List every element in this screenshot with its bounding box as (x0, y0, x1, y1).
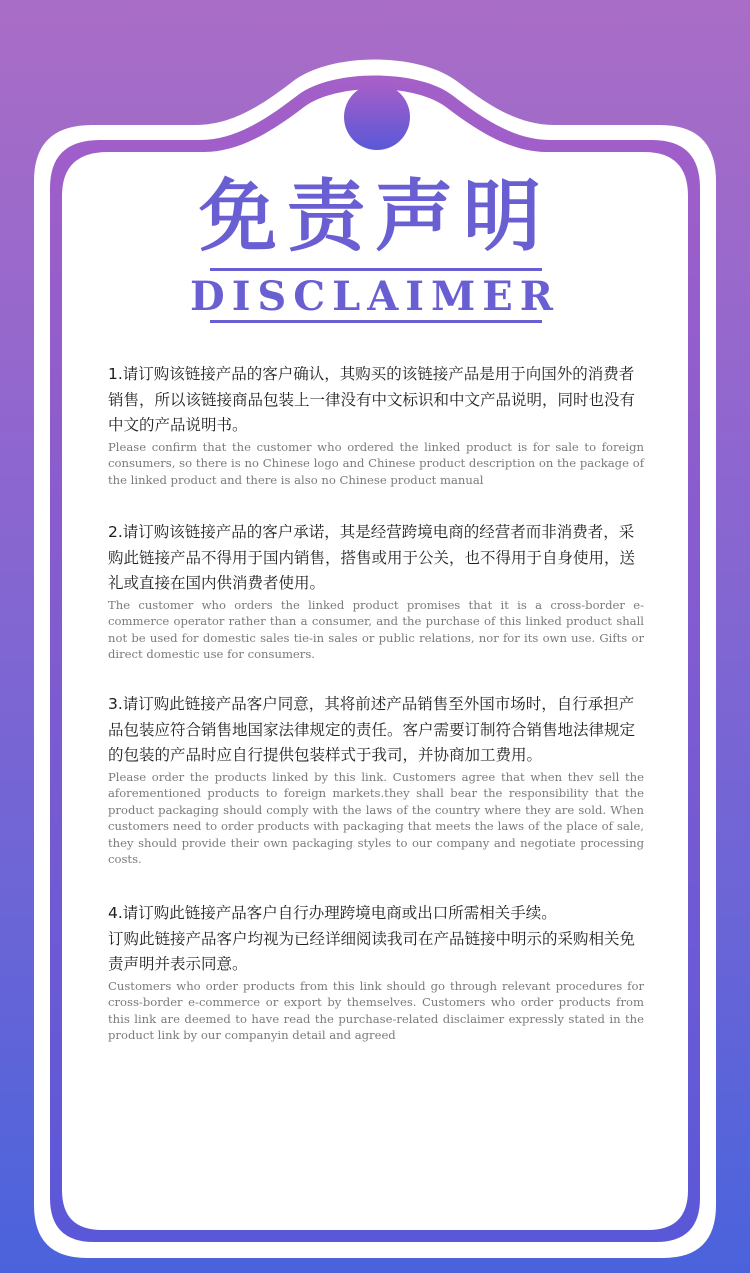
page-title-cn: 免责声明 (198, 171, 551, 262)
section-4-cn: 4.请订购此链接产品客户自行办理跨境电商或出口所需相关手续。 (108, 904, 557, 922)
section-4-cn-2: 订购此链接产品客户均视为已经详细阅读我司在产品链接中明示的采购相关免责声明并表示同意。 (108, 929, 636, 973)
section-1-cn: 1.请订购该链接产品的客户确认，其购买的该链接产品是用于向国外的消费者销售，所以该链接商品包装上一律没有中文标识和中文产品说明，同时也没有中文的产品说明书。 (108, 365, 636, 434)
section-1-en: Please confirm that the customer who ordered the linked product is for sale to foreign consumers, so there is no Chinese logo and Chinese product description on the package of the linked product and there is also no Chinese product manual (108, 439, 644, 487)
disclaimer-section-2 (108, 520, 644, 663)
section-4-en: Customers who order products from this link should go through relevant procedures for cross-border e-commerce or export by themselves. Customers who order products from this link are deemed to have read the purchase-related disclaimer expressly stated in the product link by our companyin detail and agreed (108, 978, 644, 1042)
section-2-cn: 2.请订购该链接产品的客户承诺，其是经营跨境电商的经营者而非消费者，采购此链接产品不得用于国内销售，搭售或用于公关，也不得用于自身使用，送礼或直接在国内供消费者使用。 (108, 523, 636, 592)
section-3-cn: 3.请订购此链接产品客户同意，其将前述产品销售至外国市场时，自行承担产品包装应符合销售地国家法律规定的责任。客户需要订制符合销售地法律规定的包装的产品时应自行提供包装样式于我司，并协商加工费用。 (108, 695, 636, 764)
disclaimer-section-4 (108, 901, 644, 1044)
section-2-en: The customer who orders the linked product promises that it is a cross-border e-commerce operator rather than a consumer, and the purchase of this linked product shall not be used for domestic sales tie-in sales or public relations, nor for its own use. Gifts or direct domestic use for consumers. (108, 597, 644, 661)
title-rule-top (210, 268, 542, 271)
section-3-en: Please order the products linked by this link. Customers agree that when thev sell the aforementioned products to foreign markets.they shall bear the responsibility that the product packaging should comply with the laws of the country where they are sold. When customers need to order products with packaging that meets the laws of the place of sale, they should provide their own packaging styles to our company and negotiate processing costs. (108, 769, 644, 866)
disclaimer-section-3 (108, 692, 644, 868)
tag-hole (344, 84, 410, 150)
title-rule-bottom (210, 320, 542, 323)
disclaimer-section-1 (108, 362, 644, 488)
page-title-en: DISCLAIMER (190, 273, 560, 320)
